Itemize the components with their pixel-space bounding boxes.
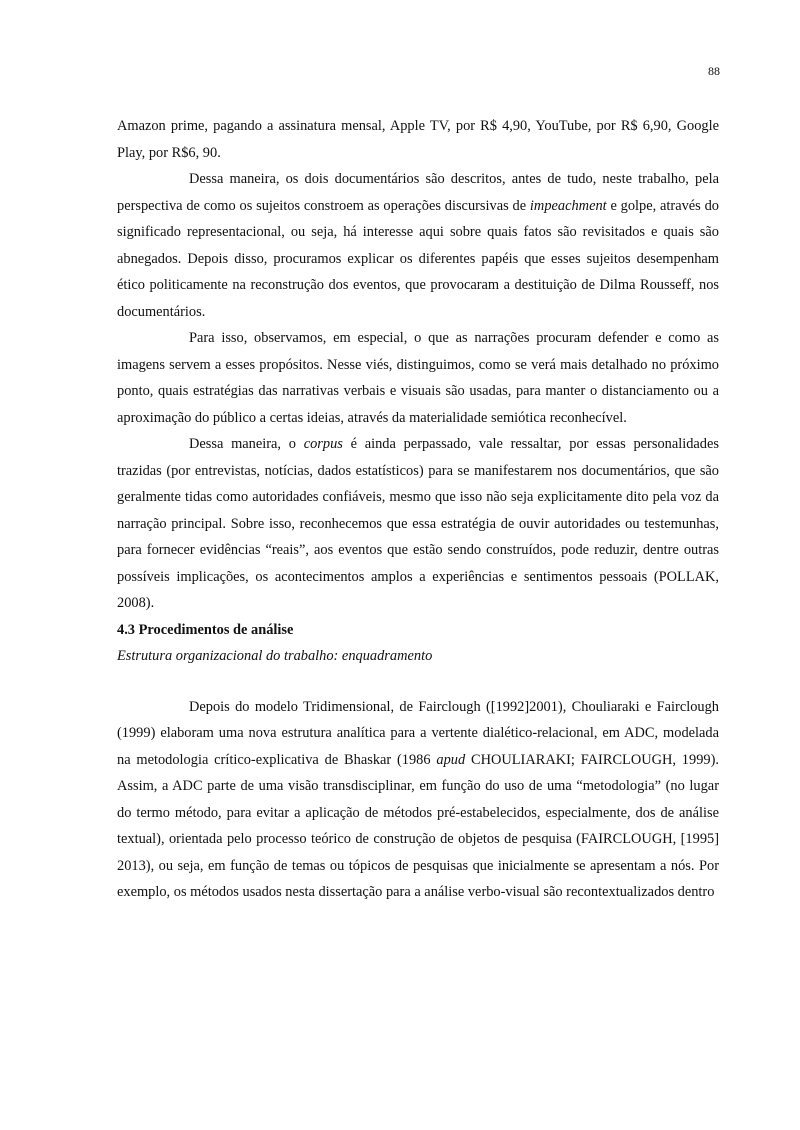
paragraph-4-emphasis: corpus — [303, 436, 343, 452]
section-subheading: Estrutura organizacional do trabalho: enquadramento — [117, 648, 433, 664]
paragraph-5-emphasis: apud — [436, 751, 466, 768]
paragraph-5-text-b: CHOULIARAKI; FAIRCLOUGH, 1999). Assim, a ADC parte de uma visão transdisciplinar, em função do uso de uma “metodologia” (no lugar do termo método, para evitar a aplicação de métodos pré-estabelecidos, especialmente, dos de análise textual), orientada pelo processo teórico de construção de objetos de pesquisa (FAIRCLOUGH, [1995] 2013), ou seja, em função de temas ou tópicos de pesquisas que inicialmente se apresentam a nós. Por exemplo, os métodos usados nesta dissertação para a análise verbo-visual são recontextualizados dentro — [117, 751, 719, 900]
paragraph-1: Amazon prime, pagando a assinatura mensal, Apple TV, por R$ 4,90, YouTube, por R$ 6,90, Google Play, por R$6, 90. — [117, 118, 719, 161]
paragraph-2 — [117, 166, 719, 325]
paragraph-3: Para isso, observamos, em especial, o que as narrações procuram defender e como as imagens servem a esses propósitos. Nesse viés, distinguimos, como se verá mais detalhado no próximo ponto, quais estratégias das narrativas verbais e visuais são usadas, para manter o distanciamento ou a aproximação do público a certas ideias, através da materialidade semiótica reconhecível. — [117, 330, 719, 426]
paragraph-2-text-b: e golpe, através do significado representacional, ou seja, há interesse aqui sobre quais fatos são revisitados e quais são abnegados. Depois disso, procuramos explicar os diferentes papéis que esses sujeitos desempenham ético politicamente na reconstrução dos eventos, que provocaram a destituição de Dilma Rousseff, nos documentários. — [117, 197, 719, 320]
paragraph-4-text-b: é ainda perpassado, vale ressaltar, por essas personalidades trazidas (por entrevistas, notícias, dados estatísticos) para se manifestarem nos documentários, que são geralmente tidas como autoridades confiáveis, mesmo que isso não seja explicitamente dito pela voz da narração principal. Sobre isso, reconhecemos que essa estratégia de ouvir autoridades ou testemunhas, para fornecer evidências “reais”, aos eventos que estão sendo construídos, pode reduzir, dentre outras possíveis implicações, os acontecimentos amplos a experiências e sentimentos pessoais (POLLAK, 2008). — [117, 436, 719, 611]
paragraph-2-text-a: Dessa maneira, os dois documentários são descritos, antes de tudo, neste trabalho, pela perspectiva de como os sujeitos constroem as operações discursivas de — [117, 171, 719, 214]
page-number: 88 — [708, 64, 720, 78]
body-text — [117, 113, 719, 906]
paragraph-5 — [117, 694, 719, 906]
paragraph-5-text-a: Depois do modelo Tridimensional, de Fairclough ([1992]2001), Chouliaraki e Fairclough (1999) elaboram uma nova estrutura analítica para a vertente dialético-relacional, em ADC, modelada na metodologia crítico-explicativa de Bhaskar (1986 — [117, 698, 719, 768]
paragraph-4-text-a: Dessa maneira, o — [189, 436, 304, 452]
paragraph-2-emphasis: impeachment — [529, 197, 607, 214]
section-heading: 4.3 Procedimentos de análise — [117, 621, 294, 638]
paragraph-4 — [117, 431, 719, 617]
